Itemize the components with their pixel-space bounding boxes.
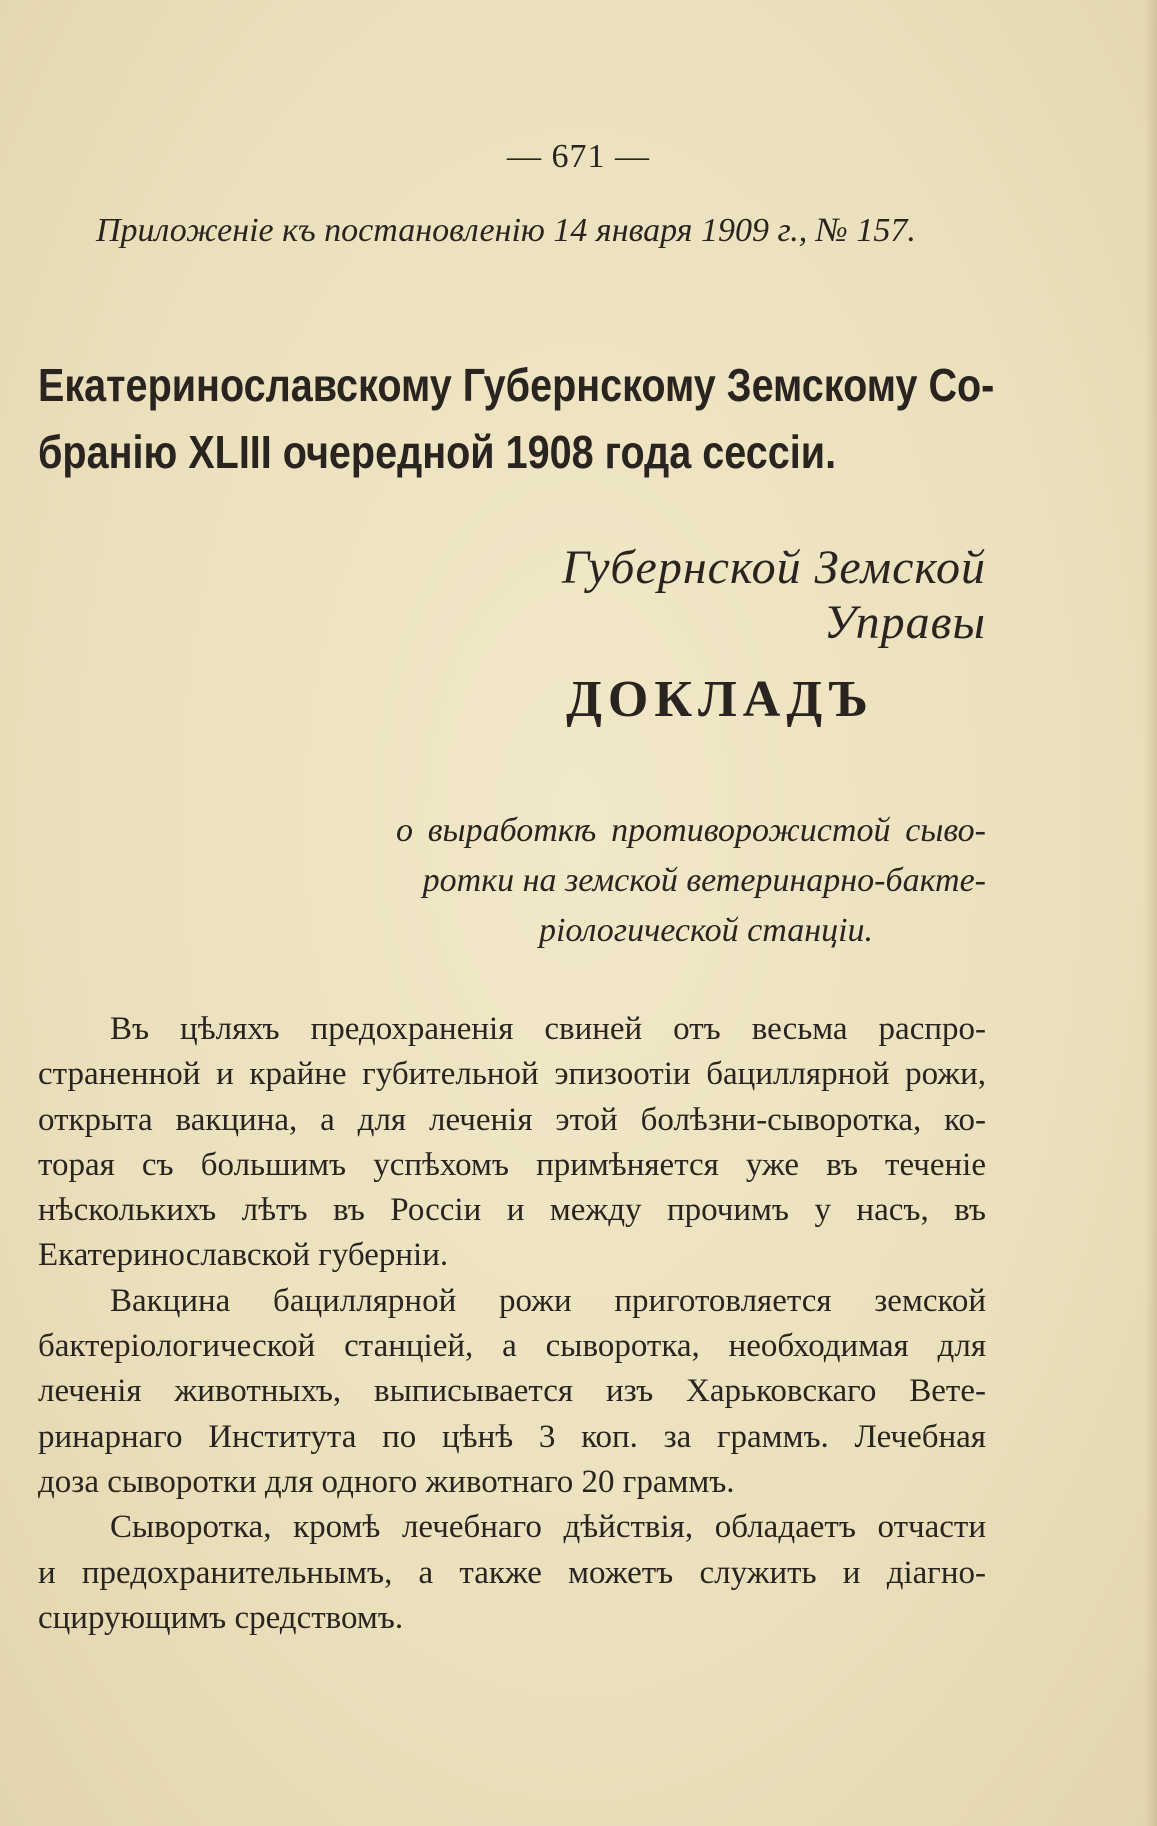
authority-heading: Губернской Земской Управы [561,541,986,649]
text-line: открыта вакцина, а для леченія этой болѣзни-сыворотка, ко- [38,1101,986,1138]
text-line: Въ цѣляхъ предохраненія свиней отъ весьма распро- [110,1011,986,1047]
paragraph-3 [38,1505,986,1641]
subject-line-3: ріологической станціи. [538,912,874,949]
subject-line-1: о выработкѣ противорожистой сыво- [396,812,986,849]
text-line: Вакцина бациллярной рожи приготовляется земской [110,1282,986,1319]
text-line: ринарнаго Института по цѣнѣ 3 коп. за граммъ. Лечебная [38,1418,986,1455]
subject-line-2: ротки на земской ветеринарно-бакте- [422,862,986,899]
paragraph-2 [38,1279,986,1505]
text-line: доза сыворотки для одного животнаго 20 граммъ. [38,1463,735,1500]
document-type-title: ДОКЛАДЪ [566,671,874,728]
text-line: страненной и крайне губительной эпизоотіи бациллярной рожи, [38,1056,986,1093]
text-line: торая съ большимъ успѣхомъ примѣняется уже въ теченіе [38,1146,986,1183]
text-line: и предохранительнымъ, а также можетъ служить и діагно- [38,1554,986,1591]
text-line: бактеріологической станціей, а сыворотка, необходимая для [38,1328,986,1365]
page-number: — 671 — [507,138,650,175]
paragraph-1 [38,1007,986,1279]
addressee-line-2: бранію XLIII очередной 1908 года сессіи. [38,426,837,478]
text-line: сцирующимъ средствомъ. [38,1599,404,1636]
text-line: леченія животныхъ, выписывается изъ Харьковскаго Вете- [38,1373,986,1410]
text-line: Екатеринославской губерніи. [38,1237,449,1274]
addressee-heading [38,352,995,486]
addressee-line-1: Екатеринославскому Губернскому Земскому Со- [38,359,995,411]
text-line: нѣсколькихъ лѣтъ въ Россіи и между прочимъ у насъ, въ [38,1192,986,1229]
appendix-note: Приложеніе къ постановленію 14 января 1909 г., № 157. [96,212,916,249]
body-text [38,1007,986,1641]
subject-heading [396,806,986,956]
text-line: Сыворотка, кромѣ лечебнаго дѣйствія, обладаетъ отчасти [110,1509,986,1546]
page-edge-shadow [1145,0,1157,1826]
